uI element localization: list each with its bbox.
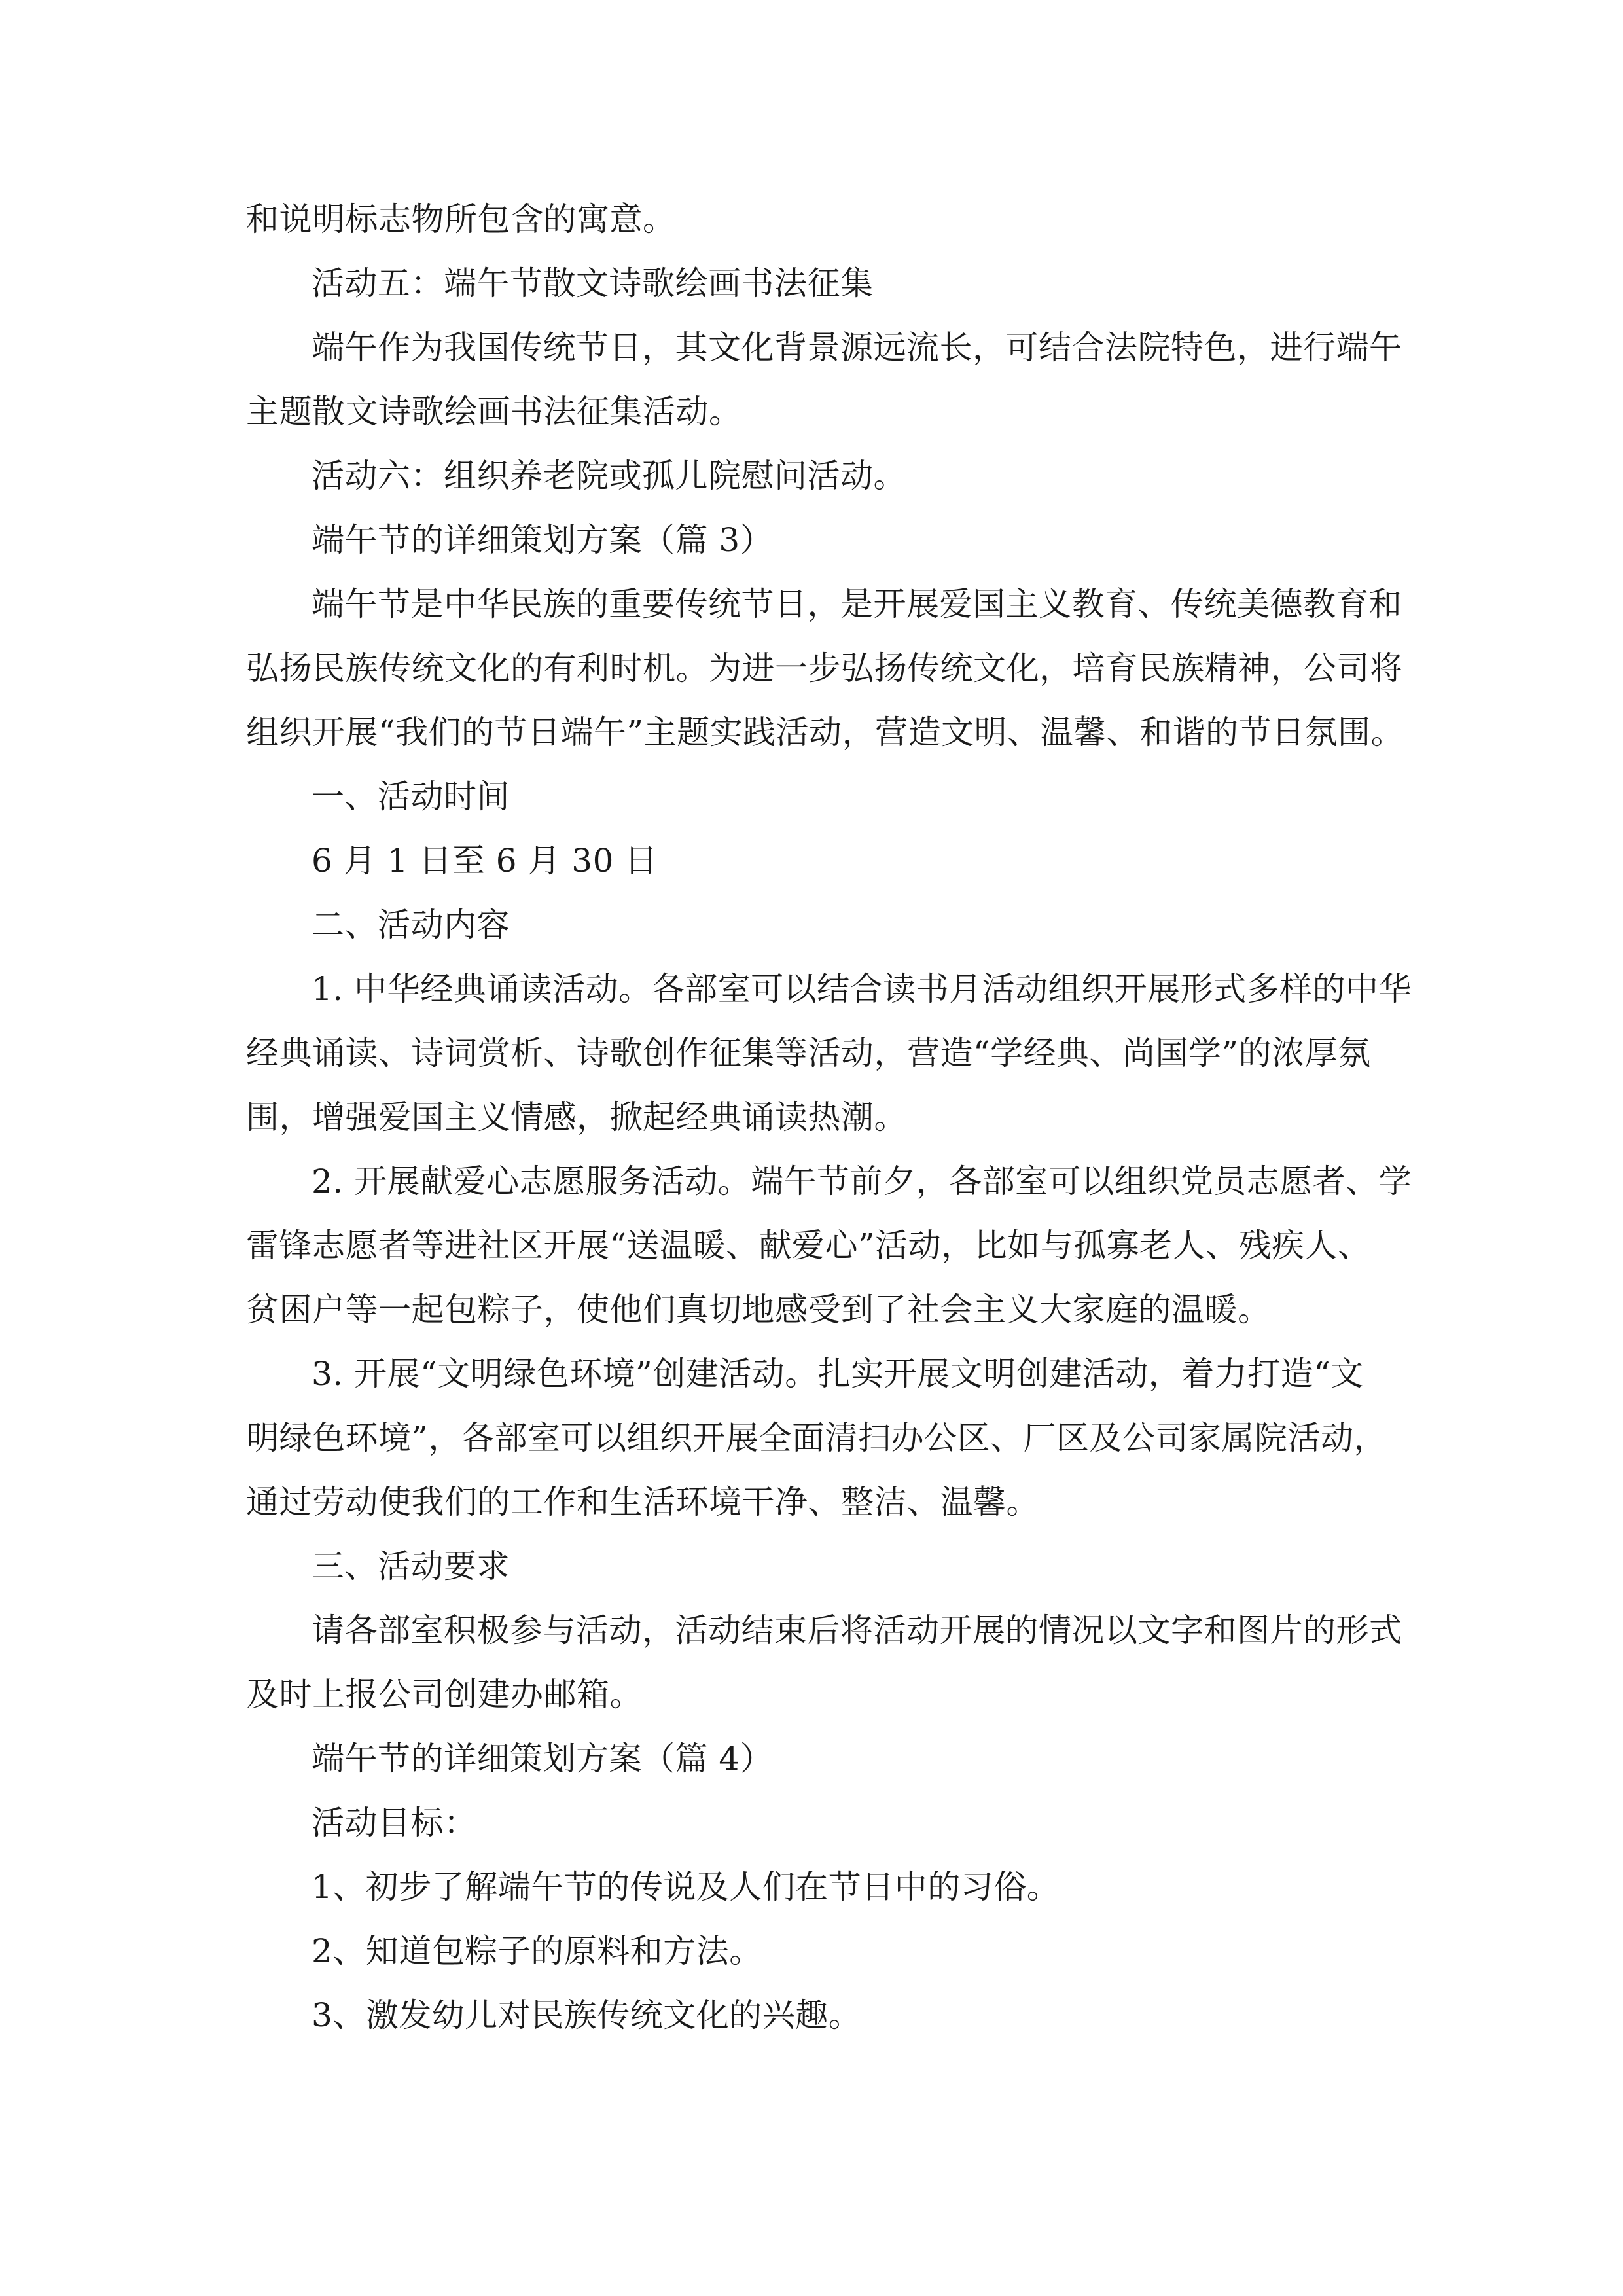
paragraph-line: 端午节是中华民族的重要传统节日，是开展爱国主义教育、传统美德教育和 [312, 585, 1402, 623]
activity-six-heading: 活动六：组织养老院或孤儿院慰问活动。 [312, 457, 906, 495]
paragraph-line: 贫困户等一起包粽子，使他们真切地感受到了社会主义大家庭的温暖。 [246, 1291, 1271, 1329]
heading-activity-content: 二、活动内容 [312, 906, 510, 944]
section-title-part-4: 端午节的详细策划方案（篇 4） [312, 1740, 774, 1778]
paragraph-line: 雷锋志愿者等进社区开展“送温暖、献爱心”活动，比如与孤寡老人、残疾人、 [246, 1227, 1371, 1265]
heading-activity-requirements: 三、活动要求 [312, 1547, 510, 1585]
heading-activity-goals: 活动目标： [312, 1804, 477, 1842]
paragraph-line: 端午作为我国传统节日，其文化背景源远流长，可结合法院特色，进行端午 [312, 329, 1402, 367]
paragraph-line: 及时上报公司创建办邮箱。 [246, 1676, 643, 1713]
heading-activity-time: 一、活动时间 [312, 778, 510, 816]
content-item-2: 2. 开展献爱心志愿服务活动。端午节前夕，各部室可以组织党员志愿者、学 [312, 1162, 1412, 1200]
goal-item-2: 2、知道包粽子的原料和方法。 [312, 1932, 762, 1970]
content-item-3: 3. 开展“文明绿色环境”创建活动。扎实开展文明创建活动，着力打造“文 [312, 1355, 1364, 1393]
goal-item-1: 1、初步了解端午节的传说及人们在节日中的习俗。 [312, 1868, 1060, 1906]
continuation-line: 和说明标志物所包含的寓意。 [246, 200, 676, 238]
activity-five-heading: 活动五：端午节散文诗歌绘画书法征集 [312, 264, 874, 302]
activity-dates: 6 月 1 日至 6 月 30 日 [312, 842, 658, 880]
paragraph-line: 主题散文诗歌绘画书法征集活动。 [246, 393, 742, 431]
paragraph-line: 请各部室积极参与活动，活动结束后将活动开展的情况以文字和图片的形式 [312, 1611, 1402, 1649]
paragraph-line: 组织开展“我们的节日端午”主题实践活动，营造文明、温馨、和谐的节日氛围。 [246, 713, 1404, 751]
document-body [246, 187, 1412, 2047]
goal-item-3: 3、激发幼儿对民族传统文化的兴趣。 [312, 1996, 862, 2034]
content-item-1: 1. 中华经典诵读活动。各部室可以结合读书月活动组织开展形式多样的中华 [312, 970, 1412, 1008]
paragraph-line: 明绿色环境”，各部室可以组织开展全面清扫办公区、厂区及公司家属院活动， [246, 1419, 1387, 1457]
paragraph-line: 通过劳动使我们的工作和生活环境干净、整洁、温馨。 [246, 1483, 1039, 1521]
section-title-part-3: 端午节的详细策划方案（篇 3） [312, 521, 774, 559]
paragraph-line: 经典诵读、诗词赏析、诗歌创作征集等活动，营造“学经典、尚国学”的浓厚氛 [246, 1034, 1371, 1072]
paragraph-line: 弘扬民族传统文化的有利时机。为进一步弘扬传统文化，培育民族精神，公司将 [246, 649, 1403, 687]
paragraph-line: 围，增强爱国主义情感，掀起经典诵读热潮。 [246, 1098, 907, 1136]
